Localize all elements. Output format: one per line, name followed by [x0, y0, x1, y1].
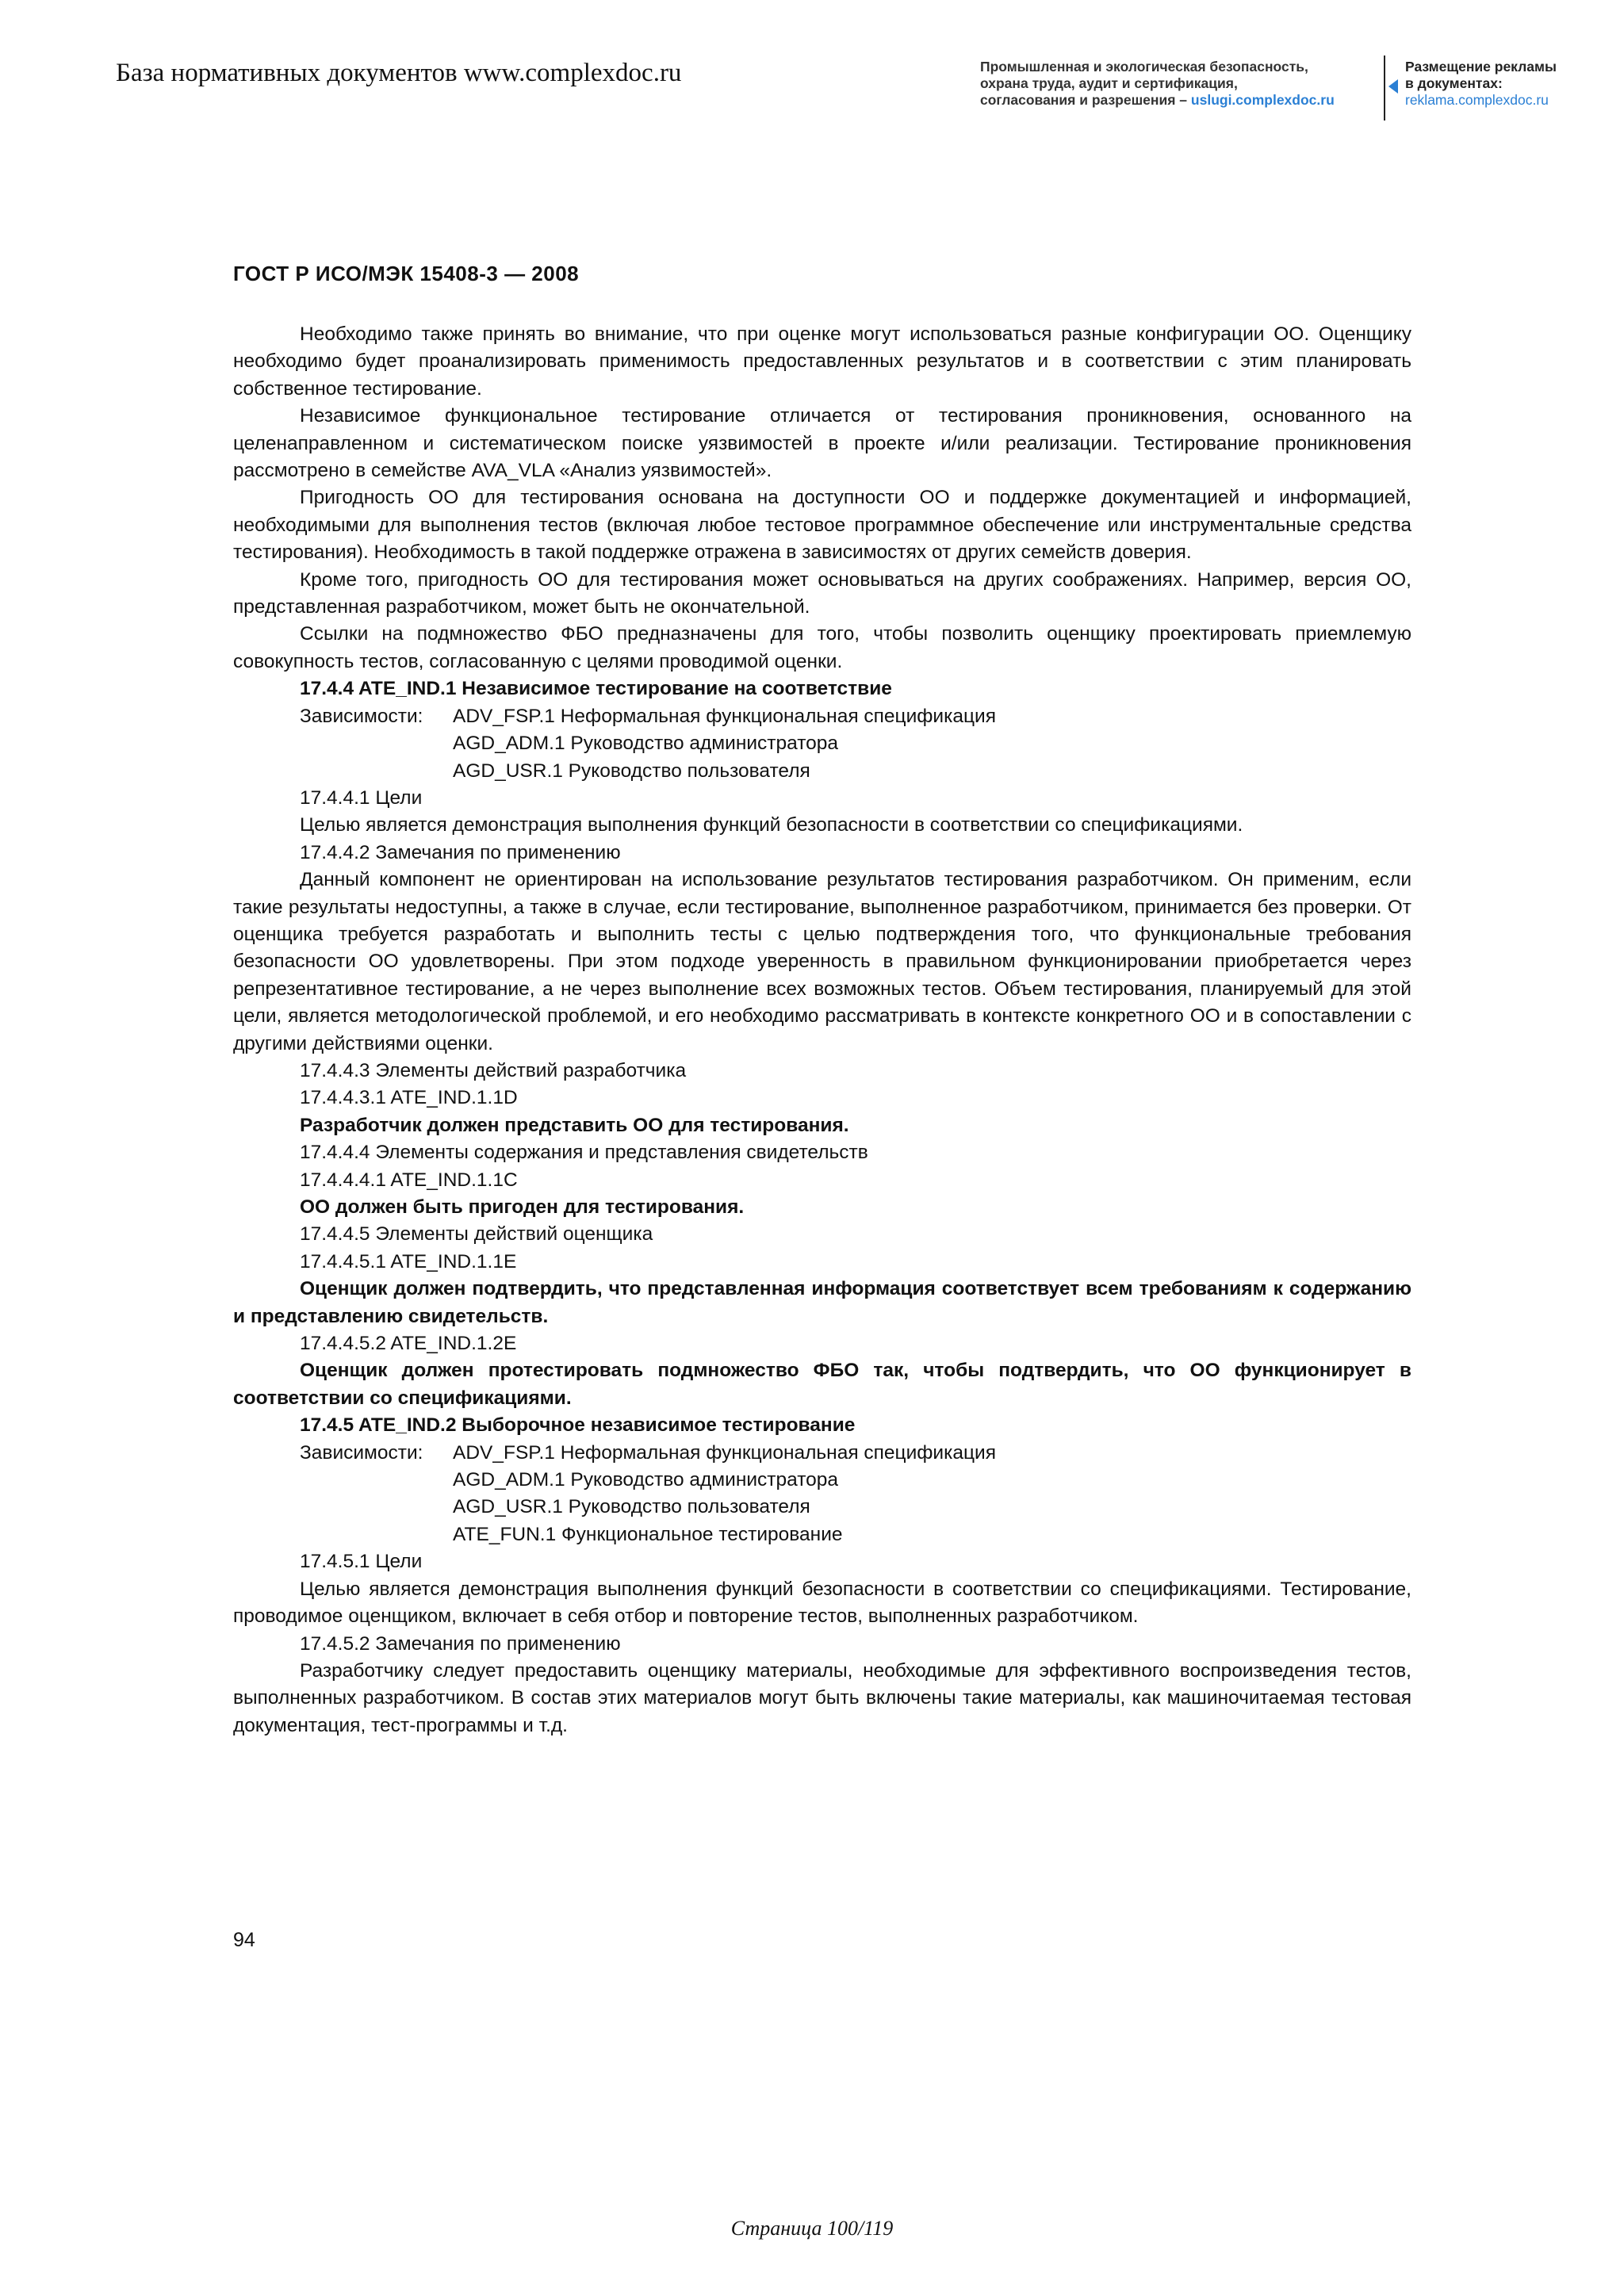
services-link[interactable]: uslugi.complexdoc.ru	[1190, 92, 1335, 108]
element-text: ОО должен быть пригоден для тестирования.	[300, 1196, 745, 1218]
element-text: Оценщик должен протестировать подмножество ФБО так, чтобы подтвердить, что ОО функционирует в соответствии со спецификациями.	[233, 1360, 1411, 1409]
paragraph: Независимое функциональное тестирование отличается от тестирования проникновения, основанного на целенаправленном и систематическом поиске уязвимостей в проекте и/или реализации. Тестирование проникновения рассмотрено в семействе AVA_VLA «Анализ уязвимостей».	[233, 405, 1411, 482]
advertising-ad-line: в документах:	[1405, 75, 1503, 91]
advertising-ad	[1405, 59, 1557, 109]
element-id: 17.4.4.3.1 ATE_IND.1.1D	[300, 1087, 518, 1109]
services-ad-line: Промышленная и экологическая безопасность,	[980, 59, 1308, 75]
dependency-item: AGD_USR.1 Руководство пользователя	[453, 1496, 810, 1518]
paragraph: Разработчику следует предоставить оценщику материалы, необходимые для эффективного воспроизведения тестов, выполненных разработчиком. В состав этих материалов могут быть включены такие материалы, как машиночитаемая тестовая документация, тест-программы и т.д.	[233, 1659, 1411, 1736]
paragraph: Кроме того, пригодность ОО для тестирования может основываться на других соображениях. Например, версия ОО, представленная разработчиком, может быть не окончательной.	[233, 568, 1411, 618]
dependencies-label: Зависимости:	[300, 1441, 423, 1464]
paragraph: Пригодность ОО для тестирования основана на доступности ОО и поддержке документацией и информацией, необходимыми для выполнения тестов (включая любое тестовое программное обеспечение или инструментальные средства тестирования). Необходимость в такой поддержке отражена в зависимостях от других семейств доверия.	[233, 487, 1411, 564]
dependency-item: AGD_USR.1 Руководство пользователя	[453, 760, 810, 782]
subsection-title: 17.4.4.2 Замечания по применению	[300, 841, 621, 863]
paragraph: Ссылки на подмножество ФБО предназначены для того, чтобы позволить оценщику проектировать приемлемую совокупность тестов, согласованную с целями проводимой оценки.	[233, 623, 1411, 672]
services-ad-line: охрана труда, аудит и сертификация,	[980, 75, 1238, 91]
dependencies	[233, 1440, 1411, 1549]
element-id: 17.4.4.4.1 ATE_IND.1.1C	[300, 1169, 518, 1191]
page-number: 94	[233, 1929, 255, 1951]
subsection-title: 17.4.4.4 Элементы содержания и представления свидетельств	[300, 1142, 868, 1164]
subsection-title: 17.4.4.1 Цели	[300, 786, 423, 809]
dependencies-list	[453, 1440, 996, 1549]
dependency-item: ADV_FSP.1 Неформальная функциональная спецификация	[453, 1441, 996, 1464]
paragraph: Данный компонент не ориентирован на использование результатов тестирования разработчиком. Он применим, если такие результаты недоступны, а также в случае, если тестирование, выполненное разработчиком, принимается без проверки. От оценщика требуется разработать и выполнить тесты с целью подтверждения того, что функциональные требования безопасности ОО удовлетворены. При этом подходе уверенность в правильном функционировании приобретается через репрезентативное тестирование, а не через выполнение всех возможных тестов. Объем тестирования, планируемый для этой цели, является методологической проблемой, и его необходимо рассматривать в контексте конкретного ОО и в сопоставлении с другими действиями оценки.	[233, 869, 1411, 1054]
services-ad	[980, 59, 1335, 109]
dependency-item: ATE_FUN.1 Функциональное тестирование	[453, 1523, 843, 1545]
dependency-item: AGD_ADM.1 Руководство администратора	[453, 1469, 839, 1491]
dependencies-label: Зависимости:	[300, 705, 423, 727]
site-title: База нормативных документов www.complexdoc.ru	[116, 59, 682, 87]
section-heading: 17.4.4 ATE_IND.1 Независимое тестирование на соответствие	[300, 678, 892, 700]
banner-divider	[1384, 55, 1385, 121]
services-ad-text: согласования и разрешения –	[980, 92, 1191, 108]
subsection-title: 17.4.5.2 Замечания по применению	[300, 1632, 621, 1655]
section-heading: 17.4.5 ATE_IND.2 Выборочное независимое тестирование	[300, 1414, 856, 1437]
arrow-left-icon	[1388, 79, 1398, 94]
element-id: 17.4.4.5.1 ATE_IND.1.1E	[300, 1250, 517, 1272]
dependency-item: ADV_FSP.1 Неформальная функциональная спецификация	[453, 705, 996, 727]
document-header: ГОСТ Р ИСО/МЭК 15408-3 — 2008	[233, 262, 580, 285]
paragraph: Целью является демонстрация выполнения функций безопасности в соответствии со спецификациями.	[300, 814, 1243, 836]
advertising-ad-line: Размещение рекламы	[1405, 59, 1557, 75]
page-footer: Страница 100/119	[730, 2217, 894, 2240]
element-text: Оценщик должен подтвердить, что представленная информация соответствует всем требованиям к содержанию и представлению свидетельств.	[233, 1278, 1411, 1327]
subsection-title: 17.4.4.3 Элементы действий разработчика	[300, 1059, 687, 1081]
dependencies-list	[453, 703, 996, 785]
dependency-item: AGD_ADM.1 Руководство администратора	[453, 733, 839, 755]
dependencies	[233, 703, 1411, 785]
document-body	[233, 321, 1411, 1739]
services-ad-line	[980, 92, 1335, 109]
element-id: 17.4.4.5.2 ATE_IND.1.2E	[300, 1333, 517, 1355]
paragraph: Целью является демонстрация выполнения функций безопасности в соответствии со спецификациями. Тестирование, проводимое оценщиком, включает в себя отбор и повторение тестов, выполненных разработчиком.	[233, 1578, 1411, 1628]
advertising-link[interactable]: reklama.complexdoc.ru	[1405, 92, 1549, 108]
subsection-title: 17.4.5.1 Цели	[300, 1551, 423, 1573]
subsection-title: 17.4.4.5 Элементы действий оценщика	[300, 1223, 653, 1246]
paragraph: Необходимо также принять во внимание, что при оценке могут использоваться разные конфигурации ОО. Оценщику необходимо будет проанализировать применимость предоставленных результатов и в соответствии с этим планировать собственное тестирование.	[233, 323, 1411, 400]
element-text: Разработчик должен представить ОО для тестирования.	[300, 1114, 849, 1136]
